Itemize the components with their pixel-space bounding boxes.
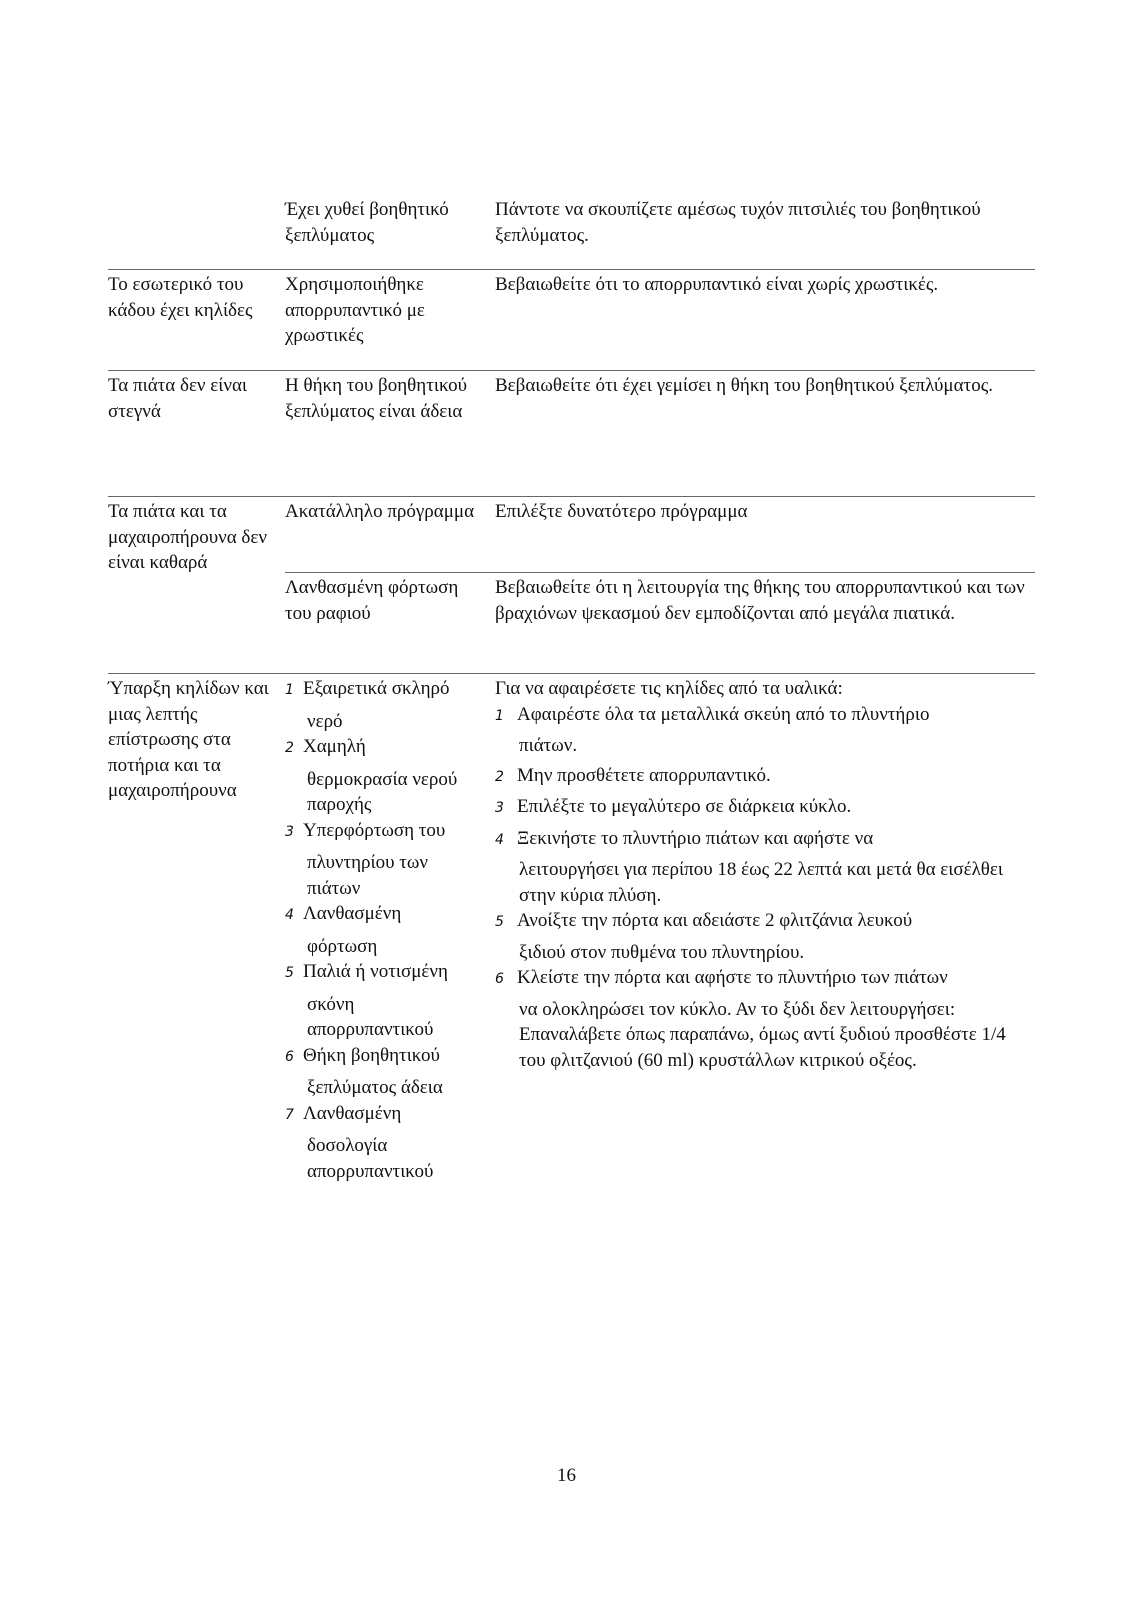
solution-step: 4 Ξεκινήστε το πλυντήριο πιάτων και αφήστε να λειτουργήσει για περίπου 18 έως 22 λεπτά και μετά θα εισέλθει στην κύρια πλύση. (495, 827, 1003, 906)
solution-steps (495, 702, 1035, 1074)
solution-step: 3 Επιλέξτε το μεγαλύτερο σε διάρκεια κύκλο. (495, 794, 1035, 822)
cause-spilled-rinse-aid: Έχει χυθεί βοηθητικό ξεπλύματος (285, 199, 449, 246)
cause-item: 7 Λανθασμένη δοσολογία απορρυπαντικού (285, 1102, 434, 1182)
page-number: 16 (557, 1465, 576, 1486)
item-number: 5 (285, 965, 294, 981)
solution-step: 2 Μην προσθέτετε απορρυπαντικό. (495, 763, 1035, 791)
row-divider (108, 269, 1035, 270)
step-number: 3 (495, 800, 504, 816)
cause-item: 4 Λανθασμένη φόρτωση (285, 903, 402, 957)
solution-wipe-spills: Πάντοτε να σκουπίζετε αμέσως τυχόν πιτσιλιές του βοηθητικού ξεπλύματος. (495, 199, 981, 246)
cause-item: 6 Θήκη βοηθητικού ξεπλύματος άδεια (285, 1044, 443, 1098)
solution-step: 1 Αφαιρέστε όλα τα μεταλλικά σκεύη από το πλυντήριο πιάτων. (495, 703, 930, 756)
solution-check-spray-arms: Βεβαιωθείτε ότι η λειτουργία της θήκης του απορρυπαντικού και των βραχιόνων ψεκασμού δεν εμποδίζονται από μεγάλα πιατικά. (495, 577, 1025, 624)
item-number: 2 (285, 740, 294, 756)
solution-step: 6 Κλείστε την πόρτα και αφήστε το πλυντήριο των πιάτων να ολοκληρώσει τον κύκλο. Αν το ξύδι δεν λειτουργήσει: Επαναλάβετε όπως παραπάνω, όμως αντί ξυδιού προσθέστε 1/4 του φλιτζανιού (60 ml) κρυστάλλων κιτρικού οξέος. (495, 967, 1006, 1071)
cause-item: 3 Υπερφόρτωση του πλυντηρίου των πιάτων (285, 819, 446, 899)
solution-remove-spots (495, 676, 1035, 1073)
step-number: 1 (495, 707, 504, 724)
solution-stronger-program: Επιλέξτε δυνατότερο πρόγραμμα (495, 501, 748, 522)
cause-item: 1 Εξαιρετικά σκληρό νερό (285, 678, 450, 732)
row-divider (108, 673, 1035, 674)
problem-dishes-not-clean: Τα πιάτα και τα μαχαιροπήρουνα δεν είναι καθαρά (108, 501, 267, 573)
cause-colored-detergent: Χρησιμοποιήθηκε απορρυπαντικό με χρωστικές (285, 274, 425, 346)
problem-stained-tub: Το εσωτερικό του κάδου έχει κηλίδες (108, 274, 253, 321)
step-number: 6 (495, 971, 504, 987)
row-divider (108, 370, 1035, 371)
cause-improper-loading: Λανθασμένη φόρτωση του ραφιού (285, 577, 459, 624)
item-number: 7 (285, 1106, 294, 1123)
row-divider (108, 496, 1035, 497)
step-number: 4 (495, 831, 504, 848)
problem-spots-and-film: Ύπαρξη κηλίδων και μιας λεπτής επίστρωσης στα ποτήρια και τα μαχαιροπήρουνα (108, 678, 269, 801)
step-number: 5 (495, 914, 504, 930)
solution-colorless-detergent: Βεβαιωθείτε ότι το απορρυπαντικό είναι χωρίς χρωστικές. (495, 274, 939, 295)
causes-list (285, 676, 475, 1184)
cause-empty-rinse-dispenser: Η θήκη του βοηθητικού ξεπλύματος είναι άδεια (285, 375, 468, 422)
item-number: 1 (285, 682, 294, 698)
item-number: 4 (285, 907, 294, 923)
solution-intro: Για να αφαιρέσετε τις κηλίδες από τα υαλικά: (495, 678, 843, 699)
solution-fill-rinse-dispenser: Βεβαιωθείτε ότι έχει γεμίσει η θήκη του βοηθητικού ξεπλύματος. (495, 375, 993, 396)
step-number: 2 (495, 768, 504, 785)
cause-item: 2 Χαμηλή θερμοκρασία νερού παροχής (285, 736, 458, 815)
cause-wrong-program: Ακατάλληλο πρόγραμμα (285, 501, 475, 522)
cause-item: 5 Παλιά ή νοτισμένη σκόνη απορρυπαντικού (285, 961, 448, 1040)
problem-dishes-not-dry: Τα πιάτα δεν είναι στεγνά (108, 375, 248, 422)
sub-row-divider (285, 572, 1035, 573)
item-number: 3 (285, 823, 294, 840)
solution-step: 5 Ανοίξτε την πόρτα και αδειάστε 2 φλιτζάνια λευκού ξιδιού στον πυθμένα του πλυντηρίου. (495, 910, 913, 963)
item-number: 6 (285, 1048, 294, 1065)
